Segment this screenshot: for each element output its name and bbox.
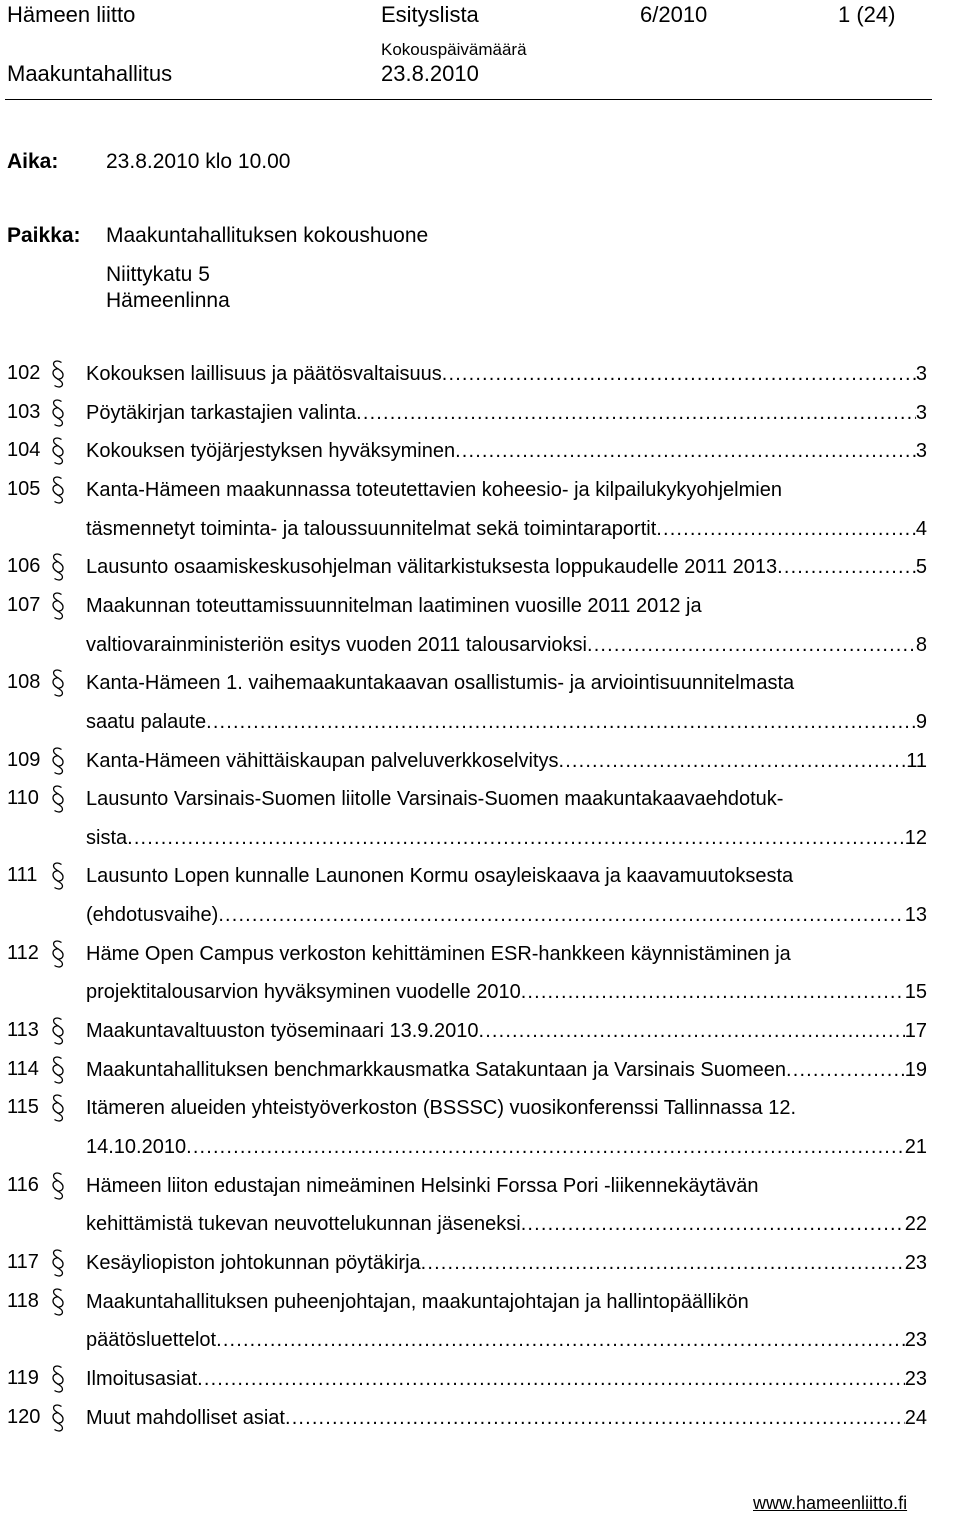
agenda-item-page: 19 xyxy=(904,1058,927,1081)
dot-leader xyxy=(455,438,916,464)
agenda-item-page: 4 xyxy=(915,517,927,540)
agenda-item-title: Ilmoitusasiat xyxy=(86,1367,198,1390)
agenda-item-title[interactable]: Maakunnan toteuttamissuunnitelman laatiminen vuosille 2011 2012 ja xyxy=(86,594,702,617)
agenda-item-page: 3 xyxy=(915,440,927,463)
agenda-item-page: 17 xyxy=(904,1020,927,1043)
agenda-item-page: 21 xyxy=(904,1136,927,1158)
dot-leader xyxy=(777,554,916,580)
doc-type: Esityslista xyxy=(381,2,479,27)
agenda-item-title: Kokouksen laillisuus ja päätösvaltaisuus xyxy=(86,363,442,385)
agenda-item-number: 116 xyxy=(7,1173,39,1196)
agenda-item-title: Kesäyliopiston johtokunnan pöytäkirja xyxy=(86,1251,421,1274)
org-name: Hämeen liitto xyxy=(7,2,136,27)
agenda-item-title[interactable]: Lausunto Varsinais-Suomen liitolle Varsinais-Suomen maakuntakaavaehdotuk- xyxy=(86,788,784,811)
section-sign-icon xyxy=(48,1248,68,1278)
agenda-item-title: kehittämistä tukevan neuvottelukunnan jäseneksi xyxy=(86,1213,521,1236)
section-sign-icon xyxy=(48,746,68,776)
dot-leader xyxy=(478,1018,904,1044)
agenda-item-page: 11 xyxy=(906,749,927,772)
agenda-item-title: Kokouksen työjärjestyksen hyväksyminen xyxy=(86,440,456,463)
agenda-item-title: Maakuntahallituksen benchmarkkausmatka Satakuntaan ja Varsinais Suomeen xyxy=(86,1058,787,1081)
agenda-item-entry[interactable] xyxy=(86,632,927,658)
dot-leader xyxy=(786,1057,905,1083)
agenda-item-number: 102 xyxy=(7,362,41,384)
agenda-item-page: 23 xyxy=(904,1329,927,1352)
agenda-item-page: 3 xyxy=(915,363,927,385)
dot-leader xyxy=(442,361,916,387)
agenda-item-number: 109 xyxy=(7,748,41,771)
agenda-item-number: 106 xyxy=(7,555,41,578)
place-label: Paikka: xyxy=(7,224,81,247)
agenda-item-title[interactable]: Häme Open Campus verkoston kehittäminen ESR-hankkeen käynnistäminen ja xyxy=(86,942,791,965)
agenda-item-page: 23 xyxy=(904,1367,927,1390)
agenda-item-title: päätösluettelot xyxy=(86,1329,217,1352)
agenda-item-title[interactable]: Kanta-Hämeen maakunnassa toteutettavien koheesio- ja kilpailukykyohjelmien xyxy=(86,478,782,501)
dot-leader xyxy=(127,825,905,851)
agenda-item-title: Maakuntavaltuuston työseminaari 13.9.2010 xyxy=(86,1020,479,1043)
dot-leader xyxy=(521,1211,905,1237)
meeting-street: Niittykatu 5 xyxy=(106,263,210,286)
agenda-item-entry[interactable] xyxy=(86,1211,927,1237)
agenda-item-page: 15 xyxy=(904,981,927,1004)
time-label: Aika: xyxy=(7,150,59,173)
agenda-item-title: valtiovarainministeriön esitys vuoden 2011 talousarvioksi xyxy=(86,633,587,656)
agenda-item-number: 104 xyxy=(7,439,41,462)
dot-leader xyxy=(587,632,916,658)
agenda-item-entry[interactable] xyxy=(86,516,927,542)
meeting-place: Maakuntahallituksen kokoushuone xyxy=(106,224,429,247)
agenda-item-title: Muut mahdolliset asiat xyxy=(86,1406,285,1429)
agenda-item-entry[interactable] xyxy=(86,1057,927,1083)
agenda-item-title: Lausunto osaamiskeskusohjelman välitarkistuksesta loppukaudelle 2011 2013 xyxy=(86,556,778,579)
dot-leader xyxy=(186,1134,905,1160)
section-sign-icon xyxy=(48,475,68,505)
agenda-item-entry[interactable] xyxy=(86,361,927,387)
section-sign-icon xyxy=(48,1016,68,1046)
agenda-item-number: 103 xyxy=(7,400,41,423)
section-sign-icon xyxy=(48,436,68,466)
meeting-date: 23.8.2010 xyxy=(381,61,479,86)
agenda-item-number: 119 xyxy=(7,1366,39,1389)
doc-number: 6/2010 xyxy=(640,2,708,27)
agenda-item-number: 117 xyxy=(7,1250,39,1273)
agenda-item-title: saatu palaute xyxy=(86,710,207,733)
section-sign-icon xyxy=(48,1287,68,1317)
agenda-item-entry[interactable] xyxy=(86,438,927,464)
agenda-item-title: sista xyxy=(86,826,128,849)
website-link[interactable]: www.hameenliitto.fi xyxy=(753,1493,908,1513)
agenda-item-number: 108 xyxy=(7,671,41,694)
agenda-item-number: 111 xyxy=(7,864,38,887)
agenda-item-number: 114 xyxy=(7,1057,39,1080)
agenda-item-entry[interactable] xyxy=(86,1018,927,1044)
agenda-item-entry[interactable] xyxy=(86,1134,927,1160)
dot-leader xyxy=(558,748,906,774)
agenda-item-entry[interactable] xyxy=(86,825,927,851)
header-divider xyxy=(5,99,932,100)
section-sign-icon xyxy=(48,359,68,389)
section-sign-icon xyxy=(48,1403,68,1433)
agenda-item-entry[interactable] xyxy=(86,1327,927,1353)
agenda-item-title[interactable]: Hämeen liiton edustajan nimeäminen Helsinki Forssa Pori -liikennekäytävän xyxy=(86,1174,759,1197)
date-label: Kokouspäivämäärä xyxy=(381,40,527,59)
agenda-item-page: 13 xyxy=(904,904,927,927)
section-sign-icon xyxy=(48,1364,68,1394)
agenda-item-page: 9 xyxy=(915,710,927,733)
dot-leader xyxy=(218,902,904,928)
agenda-item-title: 14.10.2010 xyxy=(86,1136,187,1158)
dot-leader xyxy=(656,516,916,542)
section-sign-icon xyxy=(48,784,68,814)
agenda-item-title: projektitalousarvion hyväksyminen vuodelle 2010 xyxy=(86,981,521,1004)
agenda-item-number: 112 xyxy=(7,941,39,964)
section-sign-icon xyxy=(48,861,68,891)
agenda-item-page: 12 xyxy=(904,826,927,849)
agenda-item-title: täsmennetyt toiminta- ja taloussuunnitelmat sekä toimintaraportit xyxy=(86,517,657,540)
agenda-item-entry[interactable] xyxy=(86,400,927,426)
section-sign-icon xyxy=(48,1055,68,1085)
agenda-item-title[interactable]: Itämeren alueiden yhteistyöverkoston (BSSSC) vuosikonferenssi Tallinnassa 12. xyxy=(86,1097,796,1120)
section-sign-icon xyxy=(48,591,68,621)
meeting-city: Hämeenlinna xyxy=(106,289,230,312)
agenda-item-entry[interactable] xyxy=(86,1405,927,1431)
agenda-item-entry[interactable] xyxy=(86,709,927,735)
body-name: Maakuntahallitus xyxy=(7,61,173,86)
agenda-item-title[interactable]: Kanta-Hämeen 1. vaihemaakuntakaavan osallistumis- ja arviointisuunnitelmasta xyxy=(86,672,795,695)
agenda-item-entry[interactable] xyxy=(86,748,927,774)
agenda-item-page: 23 xyxy=(904,1251,927,1274)
page-indicator: 1 (24) xyxy=(838,2,896,27)
agenda-item-number: 115 xyxy=(7,1096,39,1119)
dot-leader xyxy=(356,400,916,426)
agenda-item-title[interactable]: Maakuntahallituksen puheenjohtajan, maakuntajohtajan ja hallintopäällikön xyxy=(86,1290,749,1313)
dot-leader xyxy=(216,1327,905,1353)
agenda-item-number: 118 xyxy=(7,1289,39,1312)
section-sign-icon xyxy=(48,668,68,698)
agenda-item-page: 22 xyxy=(904,1213,927,1236)
agenda-item-title: Kanta-Hämeen vähittäiskaupan palveluverkkoselvitys xyxy=(86,749,559,772)
agenda-item-entry[interactable] xyxy=(86,1250,927,1276)
dot-leader xyxy=(285,1405,905,1431)
agenda-item-page: 8 xyxy=(915,633,927,656)
agenda-item-title: (ehdotusvaihe) xyxy=(86,904,219,927)
agenda-item-title: Pöytäkirjan tarkastajien valinta xyxy=(86,401,357,424)
agenda-item-page: 5 xyxy=(915,556,927,579)
agenda-item-number: 107 xyxy=(7,593,41,616)
agenda-item-number: 110 xyxy=(7,787,39,810)
dot-leader xyxy=(206,709,916,735)
agenda-item-number: 120 xyxy=(7,1405,41,1428)
agenda-item-number: 105 xyxy=(7,477,41,500)
dot-leader xyxy=(197,1366,905,1392)
agenda-item-page: 24 xyxy=(904,1406,927,1429)
agenda-item-title[interactable]: Lausunto Lopen kunnalle Launonen Kormu osayleiskaava ja kaavamuutoksesta xyxy=(86,865,794,888)
agenda-item-entry[interactable] xyxy=(86,1366,927,1392)
agenda-item-entry[interactable] xyxy=(86,554,927,580)
dot-leader xyxy=(421,1250,905,1276)
agenda-item-page: 3 xyxy=(915,401,927,424)
meeting-time: 23.8.2010 klo 10.00 xyxy=(106,150,291,173)
agenda-item-entry[interactable] xyxy=(86,979,927,1005)
section-sign-icon xyxy=(48,552,68,582)
agenda-item-entry[interactable] xyxy=(86,902,927,928)
section-sign-icon xyxy=(48,398,68,428)
agenda-item-number: 113 xyxy=(7,1019,39,1042)
section-sign-icon xyxy=(48,1171,68,1201)
section-sign-icon xyxy=(48,1093,68,1123)
section-sign-icon xyxy=(48,939,68,969)
dot-leader xyxy=(521,979,905,1005)
